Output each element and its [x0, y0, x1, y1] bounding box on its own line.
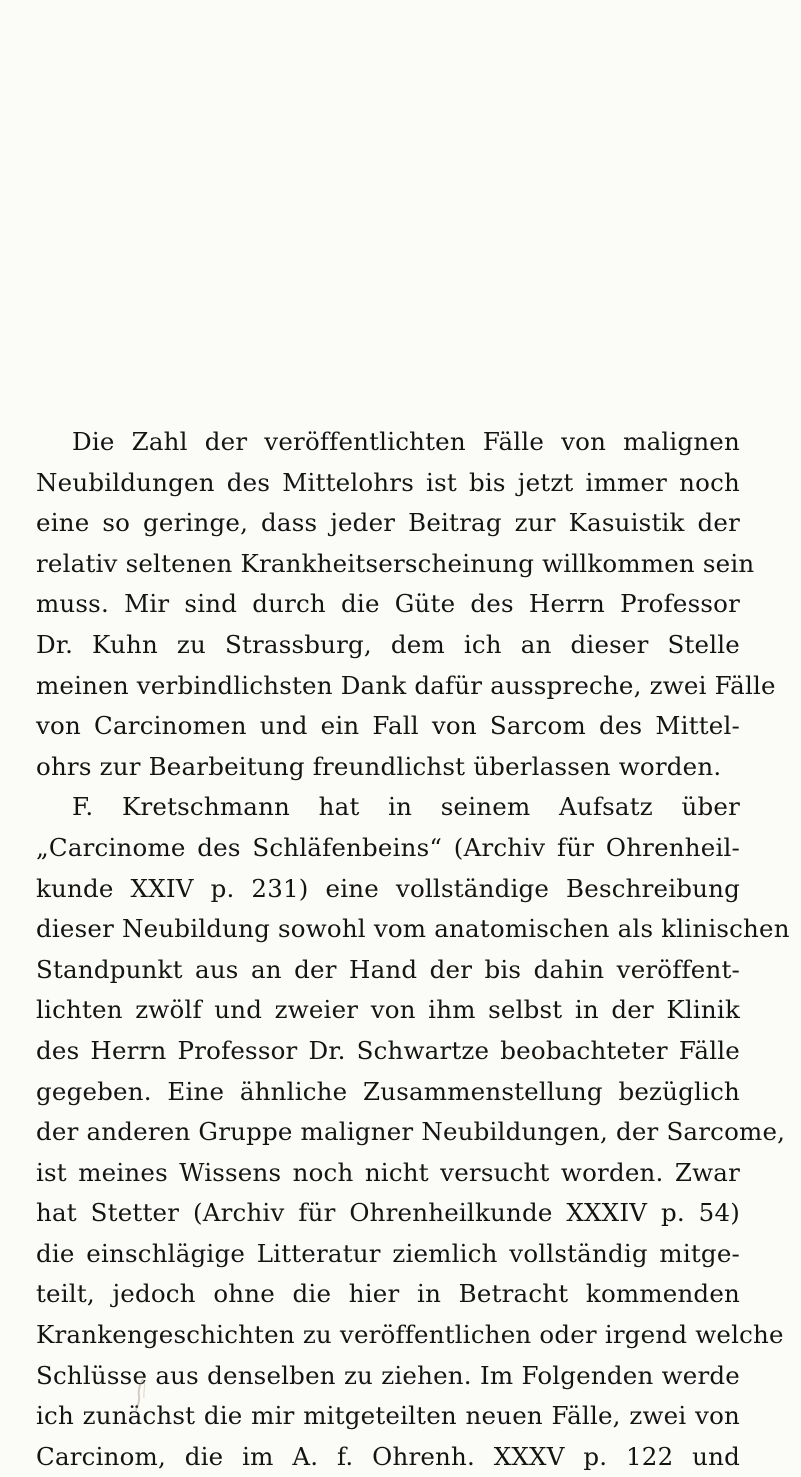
- text-line: F. Kretschmann hat in seinem Aufsatz über: [72, 792, 740, 822]
- body-paragraph: [36, 422, 790, 1477]
- text-line: die einschlägige Litteratur ziemlich vollständig mitge-: [36, 1238, 740, 1268]
- text-line: ist meines Wissens noch nicht versucht worden. Zwar: [36, 1157, 740, 1187]
- text-line: Dr. Kuhn zu Strassburg, dem ich an dieser Stelle: [36, 629, 740, 659]
- text-line: Krankengeschichten zu veröffentlichen oder irgend welche: [36, 1320, 784, 1350]
- text-line: dieser Neubildung sowohl vom anatomischen als klinischen: [36, 914, 790, 944]
- text-line: „Carcinome des Schläfenbeins“ (Archiv für Ohrenheil-: [36, 832, 740, 862]
- text-line: des Herrn Professor Dr. Schwartze beobachteter Fälle: [36, 1035, 740, 1065]
- text-line: lichten zwölf und zweier von ihm selbst in der Klinik: [36, 995, 740, 1025]
- text-line: hat Stetter (Archiv für Ohrenheilkunde XXXIV p. 54): [36, 1198, 740, 1228]
- text-line: relativ seltenen Krankheitserscheinung willkommen sein: [36, 548, 755, 578]
- text-line: meinen verbindlichsten Dank dafür ausspreche, zwei Fälle: [36, 670, 776, 700]
- text-line: Standpunkt aus an der Hand der bis dahin veröffent-: [36, 954, 740, 984]
- text-line: Neubildungen des Mittelohrs ist bis jetzt immer noch: [36, 467, 740, 497]
- text-line: ohrs zur Bearbeitung freundlichst überlassen worden.: [36, 751, 722, 781]
- text-line: gegeben. Eine ähnliche Zusammenstellung bezüglich: [36, 1076, 740, 1106]
- text-line: von Carcinomen und ein Fall von Sarcom des Mittel-: [36, 711, 740, 741]
- text-line: Schlüsse aus denselben zu ziehen. Im Folgenden werde: [36, 1360, 740, 1390]
- text-line: Carcinom, die im A. f. Ohrenh. XXXV p. 122 und: [36, 1441, 740, 1471]
- text-line: kunde XXIV p. 231) eine vollständige Beschreibung: [36, 873, 740, 903]
- ink-smudge-icon: [134, 1378, 148, 1412]
- text-line: teilt, jedoch ohne die hier in Betracht kommenden: [36, 1279, 740, 1309]
- text-line: der anderen Gruppe maligner Neubildungen, der Sarcome,: [36, 1117, 786, 1147]
- text-line: muss. Mir sind durch die Güte des Herrn Professor: [36, 589, 740, 619]
- text-line: eine so geringe, dass jeder Beitrag zur Kasuistik der: [36, 508, 740, 538]
- text-line: ich zunächst die mir mitgeteilten neuen Fälle, zwei von: [36, 1401, 740, 1431]
- text-line: Die Zahl der veröffentlichten Fälle von malignen: [72, 427, 740, 456]
